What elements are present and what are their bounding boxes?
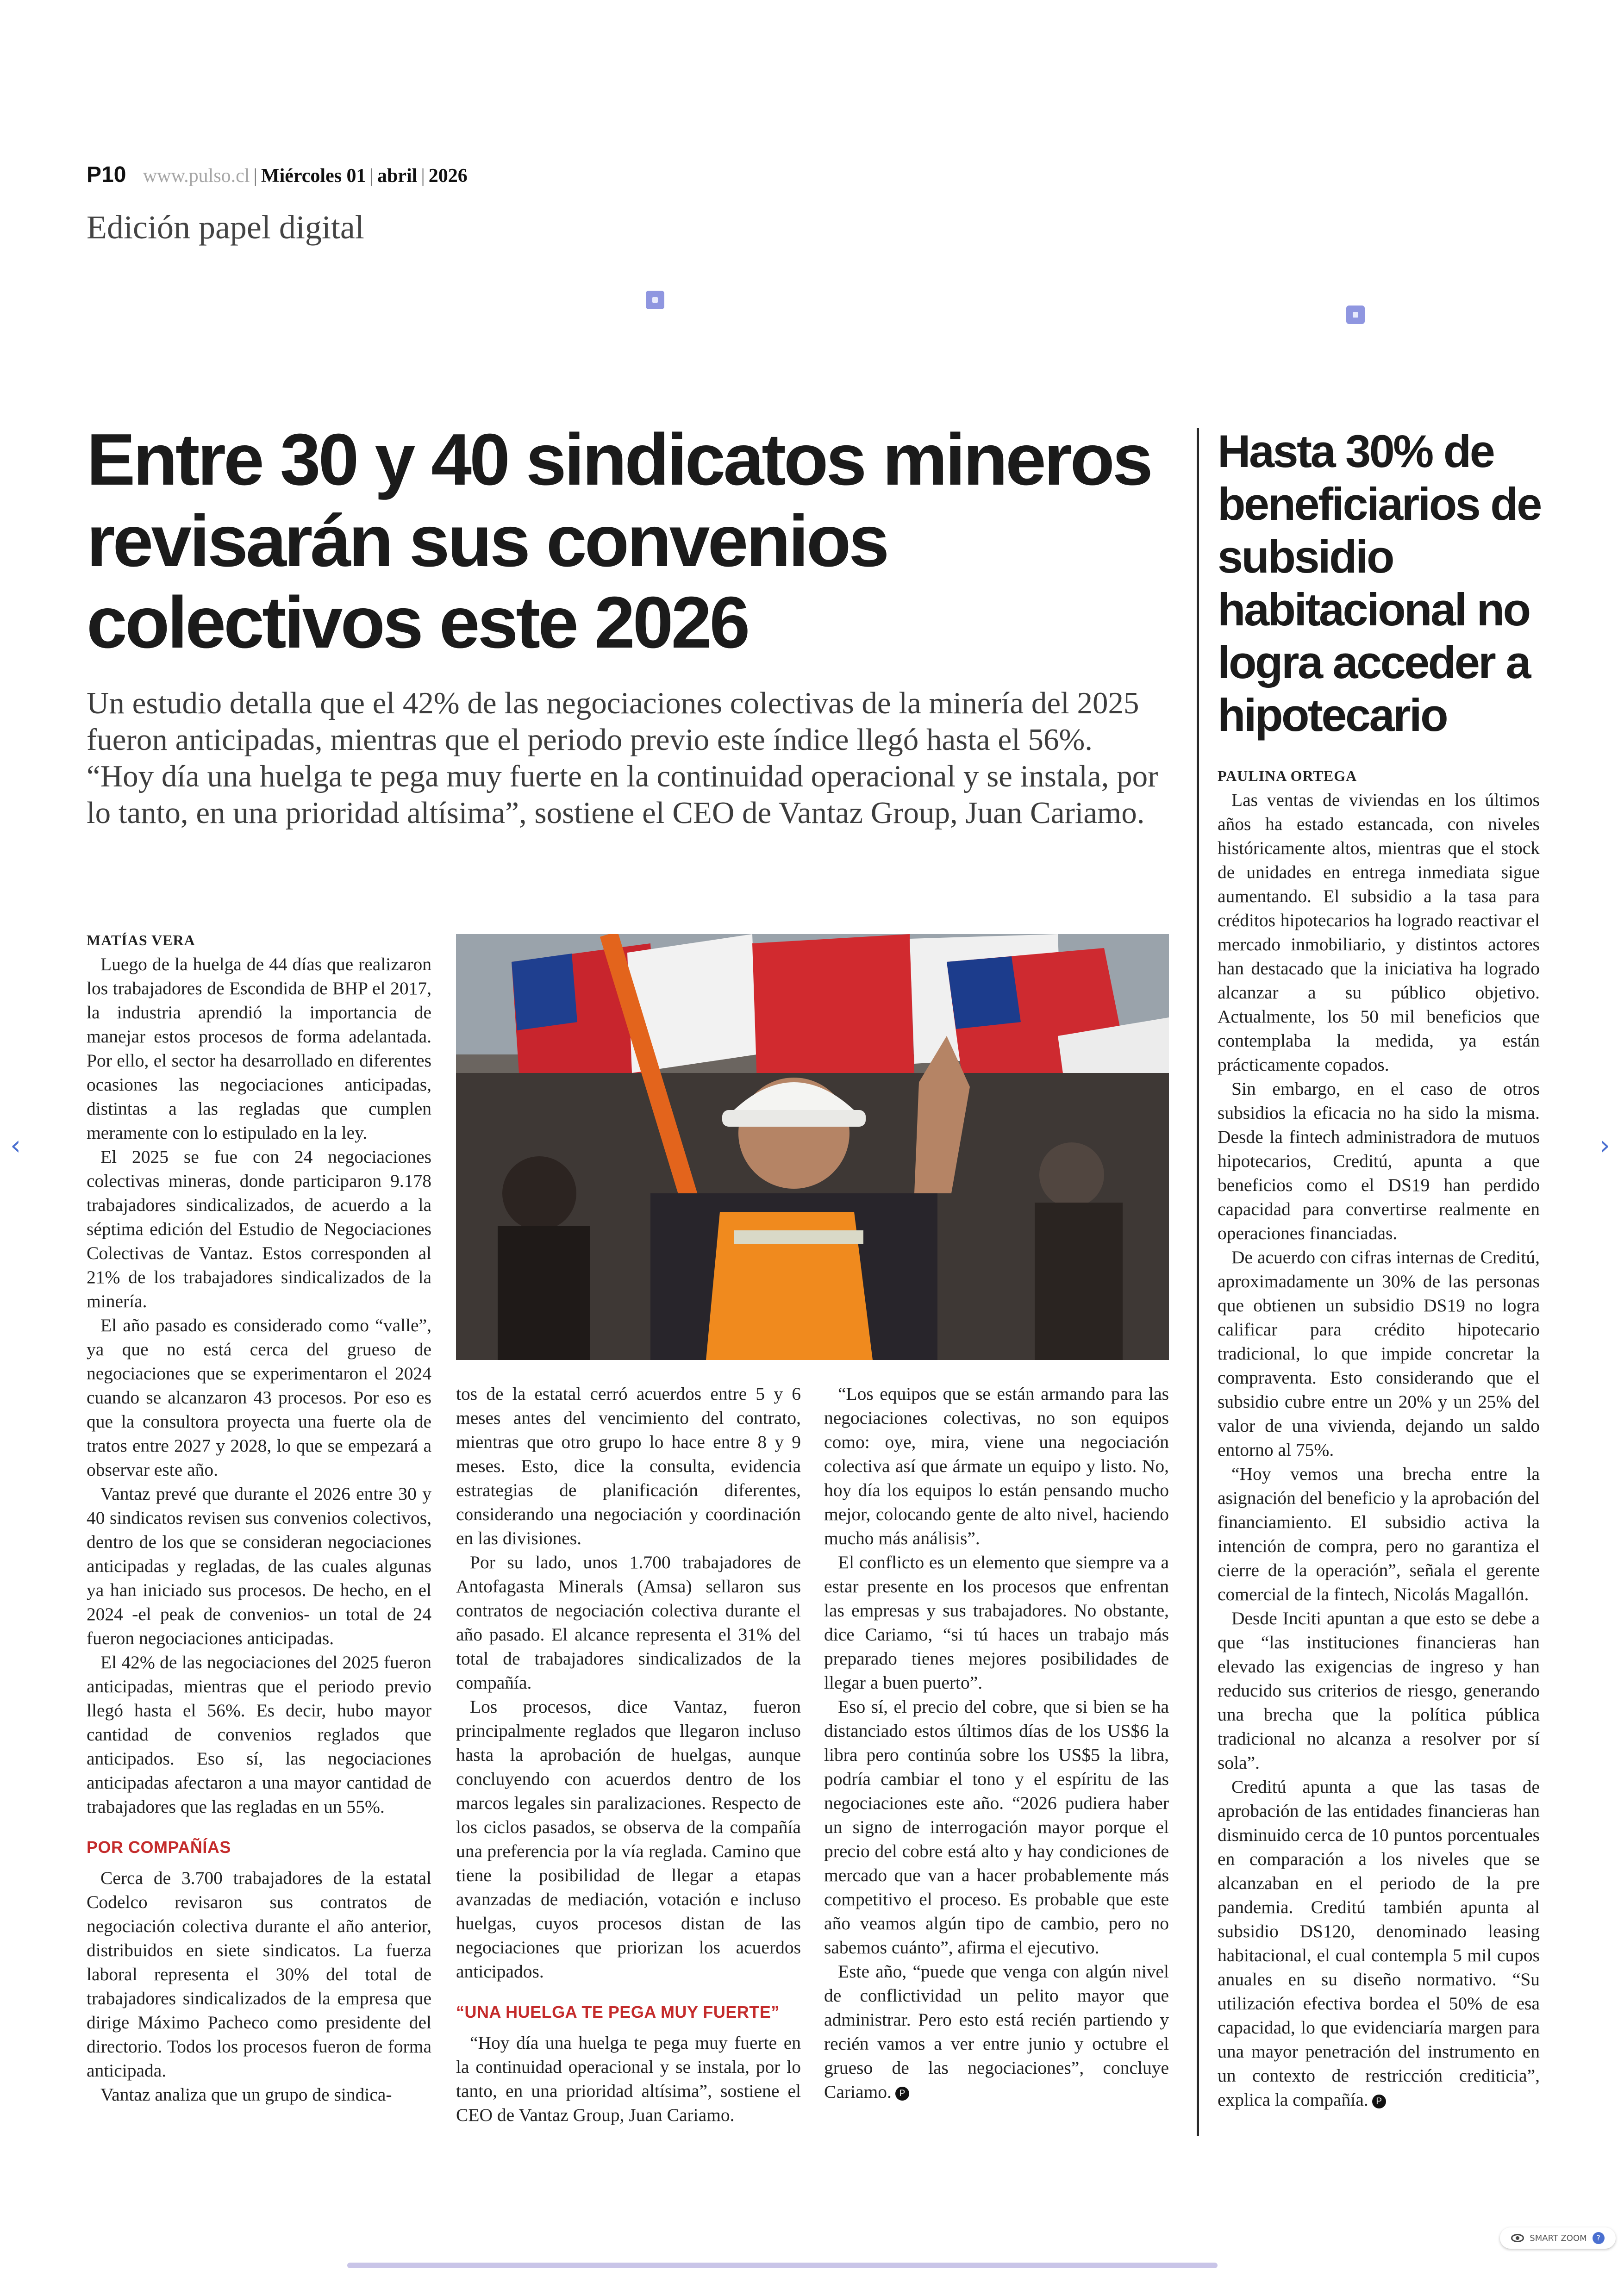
article-photo	[456, 934, 1169, 1360]
horizontal-scrollbar[interactable]	[347, 2263, 1218, 2268]
paragraph: Vantaz prevé que durante el 2026 entre 30 y 40 sindicatos revisen sus convenios colectivos, dentro de los que se consideran negociaciones anticipadas y regladas, de las cuales algunas ya han iniciado sus procesos. De hecho, en el 2024 -el peak de convenios- un total de 24 fueron negociaciones anticipadas.	[87, 1484, 431, 1648]
article-deck: Un estudio detalla que el 42% de las negociaciones colectivas de la minería del 2025 fueron anticipadas, mientras que el periodo previo este índice llegó hasta el 56%. “Hoy día una huelga te pega muy fuerte en la continuidad operacional y se instala, por lo tanto, en una prioridad altísima”, sostiene el CEO de Vantaz Group, Juan Cariamo.	[87, 686, 1158, 830]
issue-month: abril	[377, 165, 418, 187]
paragraph-text: Creditú apunta a que las tasas de aprobación de las entidades financieras han disminuido cerca de 10 puntos porcentuales en comparación a los niveles que se alcanzaban en el periodo de la pre pandemia. Creditú también apunta al subsidio DS120, denominado leasing habitacional, el cual contempla 5 mil cupos anuales en su diseño normativo. “Su utilización efectiva bordea el 50% de esa capacidad, lo que evidenciaría margen para una mayor penetración del instrumento en un contexto de restricción crediticia”, explica la compañía.	[1218, 1777, 1540, 2110]
paragraph: Vantaz analiza que un grupo de sindica-	[100, 2084, 392, 2105]
paragraph: Cerca de 3.700 trabajadores de la estatal Codelco revisaron sus contratos de negociación colectiva durante el año anterior, distribuidos en siete sindicatos. La fuerza laboral representa el 30% del total de trabajadores sindicalizados de la empresa que dirige Máximo Pacheco como presidente del directorio. Todos los procesos fueron de forma anticipada.	[87, 1868, 431, 2081]
paragraph: Desde Inciti apuntan a que esto se debe a que “las instituciones financieras han elevado las exigencias de ingreso y han reducido sus criterios de riesgo, generando una brecha que la política pública tradicional no alcanza a resolver por sí sola”.	[1218, 1608, 1540, 1773]
help-icon[interactable]: ?	[1593, 2232, 1605, 2244]
paragraph-text: Este año, “puede que venga con algún nivel de conflictividad un pelito mayor que administrar. Pero esto está recién partiendo y recién vamos a ver entre junio y octubre el grueso de las negociaciones”, concluye Cariamo.	[824, 1961, 1169, 2102]
article-byline: MATÍAS VERA	[87, 932, 195, 948]
article-column-1	[87, 928, 431, 2107]
next-page-arrow-icon[interactable]: ›	[1599, 1129, 1611, 1161]
paragraph: “Los equipos que se están armando para las negociaciones colectivas, no son equipos como: oye, mira, viene una negociación colectiva así que ármate un equipo y listo. No, hoy día los equipos lo están pensando mucho mejor, colocando gente de alto nivel, haciendo mucho más análisis”.	[824, 1384, 1169, 1548]
end-of-article-icon: P	[895, 2087, 909, 2101]
paragraph: El 42% de las negociaciones del 2025 fueron anticipadas, mientras que el periodo previo llegó hasta el 56%. Es decir, hubo mayor cantidad de convenios reglados que anticipados. Eso sí, las negociaciones anticipadas afectaron a una mayor cantidad de trabajadores que las regladas en un 55%.	[87, 1652, 431, 1817]
section-subhead: “UNA HUELGA TE PEGA MUY FUERTE”	[456, 2002, 780, 2021]
paragraph	[824, 1959, 1169, 2104]
paragraph: Eso sí, el precio del cobre, que si bien se ha distanciado estos últimos días de los US$6 la libra pero continúa sobre los US$5 la libra, podría cambiar el tono y el espíritu de las negociaciones este año. “2026 pudiera haber un signo de interrogación mayor porque el precio del cobre está alto y hay condiciones de mercado que van a hacer probablemente más competitivo el proceso. Es probable que este año veamos algún tipo de cambio, pero no sabemos cuánto”, afirma el ejecutivo.	[824, 1696, 1169, 1958]
edition-label: Edición papel digital	[87, 209, 364, 246]
paragraph: El 2025 se fue con 24 negociaciones colectivas mineras, donde participaron 9.178 trabajadores sindicalizados, de acuerdo a la séptima edición del Estudio de Negociaciones Colectivas de Vantaz. Estos corresponden al 21% de los trabajadores sindicalizados de la minería.	[87, 1147, 431, 1311]
smart-zoom-button[interactable]	[1500, 2227, 1616, 2249]
smart-zoom-label: SMART ZOOM	[1530, 2233, 1587, 2243]
paragraph: “Hoy vemos una brecha entre la asignación del beneficio y la aprobación del financiamiento. El subsidio activa la intención de compra, pero no garantiza el cierre de la operación”, señala el gerente comercial de la fintech, Nicolás Magallón.	[1218, 1464, 1540, 1604]
article-headline: Entre 30 y 40 sindicatos mineros revisarán sus convenios colectivos este 2026	[87, 419, 1151, 663]
paragraph: “Hoy día una huelga te pega muy fuerte en la continuidad operacional y se instala, por lo tanto, en una prioridad altísima”, sostiene el CEO de Vantaz Group, Juan Cariamo.	[456, 2033, 801, 2125]
paragraph: Por su lado, unos 1.700 trabajadores de Antofagasta Minerals (Amsa) sellaron sus contratos de negociación colectiva durante el año pasado. El alcance representa el 31% del total de trabajadores sindicalizados de la compañía.	[456, 1552, 801, 1693]
section-subhead: POR COMPAÑÍAS	[87, 1838, 231, 1857]
sidebar-byline: PAULINA ORTEGA	[1218, 767, 1357, 784]
end-of-article-icon: P	[1372, 2095, 1386, 2108]
protest-photo-illustration	[456, 934, 1169, 1360]
site-url: www.pulso.cl	[143, 165, 250, 187]
previous-page-arrow-icon[interactable]: ‹	[10, 1129, 21, 1161]
paragraph: Sin embargo, en el caso de otros subsidios la eficacia no ha sido la misma. Desde la fintech administradora de mutuos hipotecarios, Creditú, apunta a que beneficios como el DS19 han perdido capacidad para convertirse realmente en operaciones financiadas.	[1218, 1079, 1540, 1243]
annotation-marker-icon[interactable]	[1346, 306, 1365, 324]
paragraph: De acuerdo con cifras internas de Creditú, aproximadamente un 30% de las personas que obtienen un subsidio DS19 no logra calificar para crédito hipotecario tradicional, lo que impide concretar la compraventa. Esto considerando que el subsidio cubre entre un 20% y un 25% del valor de una vivienda, dejando un saldo entorno al 75%.	[1218, 1247, 1540, 1460]
annotation-marker-icon[interactable]	[646, 291, 664, 309]
column-divider	[1197, 428, 1199, 2136]
paragraph: Los procesos, dice Vantaz, fueron principalmente reglados que llegaron incluso hasta la aprobación de huelgas, aunque concluyendo con acuerdos dentro de los marcos legales sin paralizaciones. Respecto de los ciclos pasados, se observa de la compañía una preferencia por la vía reglada. Camino que tiene la posibilidad de llegar a etapas avanzadas de mediación, votación e incluso huelgas, cuyos procesos distan de las negociaciones que priorizan los acuerdos anticipados.	[456, 1696, 801, 1982]
issue-date: Miércoles 01	[261, 165, 366, 187]
paragraph: El conflicto es un elemento que siempre va a estar presente en los procesos que enfrentan las empresas y sus trabajadores. No obstante, dice Cariamo, “si tú haces un trabajo más preparado tienes mejores posibilidades de llegar a buen puerto”.	[824, 1552, 1169, 1693]
page-number: P10	[87, 162, 126, 187]
article-column-2	[456, 1382, 801, 2127]
issue-year: 2026	[428, 165, 468, 187]
paragraph	[1218, 1775, 1540, 2112]
eye-icon	[1511, 2234, 1524, 2242]
paragraph: tos de la estatal cerró acuerdos entre 5 y 6 meses antes del vencimiento del contrato, mientras que otro grupo lo hace entre 8 y 9 meses. Esto, dice la consulta, evidencia estrategias de planificación diferentes, considerando una negociación y coordinación en las divisiones.	[456, 1384, 801, 1548]
article-column-3	[824, 1382, 1169, 2104]
sidebar-column	[1218, 764, 1540, 2112]
page-header: P10 www.pulso.cl | Miércoles 01 | abril | 2026	[87, 162, 468, 187]
paragraph: El año pasado es considerado como “valle”, ya que no está cerca del grueso de negociaciones que se experimentaron el 2024 cuando se alcanzaron 43 procesos. Por eso es que la consultora proyecta una fuerte ola de tratos entre 2027 y 2028, lo que se empezará a observar este año.	[87, 1315, 431, 1480]
paragraph: Luego de la huelga de 44 días que realizaron los trabajadores de Escondida de BHP el 2017, la industria aprendió la importancia de manejar estos procesos de forma adelantada. Por ello, el sector ha desarrollado en diferentes ocasiones las negociaciones anticipadas, distintas a las regladas que cumplen meramente con lo estipulado en la ley.	[87, 954, 431, 1143]
paragraph: Las ventas de viviendas en los últimos años ha estado estancada, con niveles históricamente altos, mientras que el stock de unidades en entrega inmediata sigue aumentando. El subsidio a la tasa para créditos hipotecarios ha logrado reactivar el mercado inmobiliario, y distintos actores han destacado que la iniciativa ha logrado alcanzar a su público objetivo. Actualmente, los 50 mil beneficios que contemplaba la medida, ya están prácticamente copados.	[1218, 790, 1540, 1075]
sidebar-headline: Hasta 30% de beneficiarios de subsidio habitacional no logra acceder a hipotecario	[1218, 425, 1541, 741]
